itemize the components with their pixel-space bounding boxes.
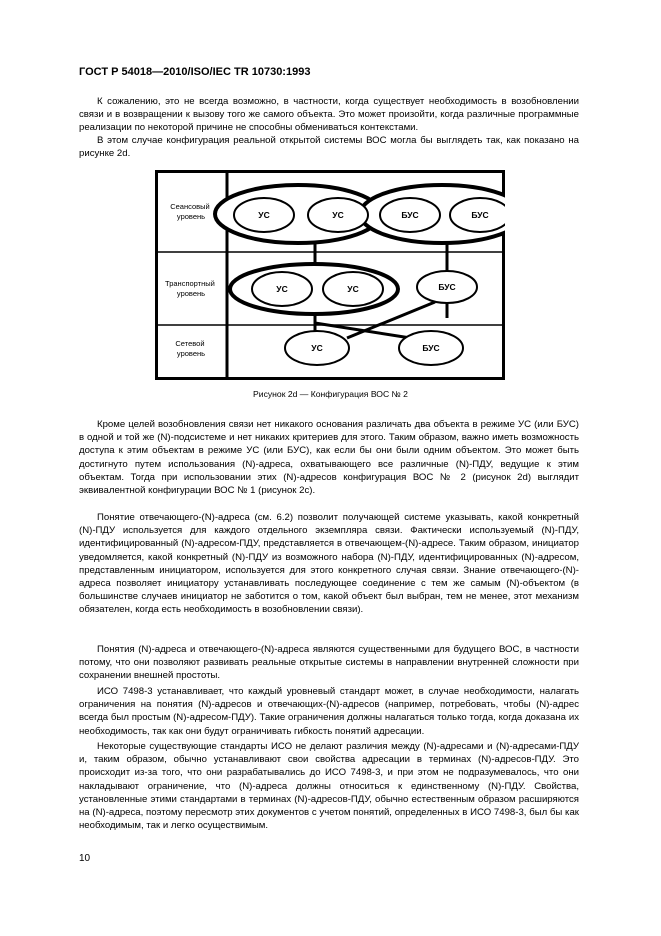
- level-label-transport-line-2: уровень: [176, 289, 206, 298]
- level-label-session: [170, 202, 212, 221]
- transport-node-us-2-label: УС: [347, 284, 359, 294]
- network-node-us-label: УС: [311, 343, 323, 353]
- page-header: ГОСТ Р 54018—2010/ISO/IEC TR 10730:1993: [79, 66, 311, 78]
- network-node-bus-label: БУС: [422, 343, 440, 353]
- session-node-bus-1-label: БУС: [401, 210, 419, 220]
- figure-2d-diagram: [155, 170, 505, 380]
- level-label-network-line-1: Сетевой: [175, 339, 205, 348]
- session-node-us-1-label: УС: [258, 210, 270, 220]
- level-label-transport-line-1: Транспортный: [165, 279, 215, 288]
- level-label-network-line-2: уровень: [176, 349, 206, 358]
- figure-caption: Рисунок 2d — Конфигурация ВОС № 2: [253, 389, 408, 399]
- paragraph-6: ИСО 7498-3 устанавливает, что каждый уровневый стандарт может, в случае необходимости, налагать ограничения на понятия (N)-адресов и отвечающих-(N)-адресов (например, потребовать, чтобы (N)-адрес всегда был простым (N)-адресом-ПДУ). Такие ограничения должны налагаться только тогда, когда доказана их необходимость, так как они будут ограничивать гибкость понятий адресации.: [79, 686, 579, 737]
- paragraph-3: Кроме целей возобновления связи нет никакого основания различать два объекта в режиме УС (или БУС) в одной и той же (N)-подсистеме и нет никаких критериев для этого. Таким образом, важно иметь возможность доступа к этим объектам в режиме УС (или БУС), как если бы они были одним объектом. Это может быть достигнуто путем использования (N)-адреса, охватывающего все различные (N)-ПДУ, ведущие к этим объектам. Тогда при использовании этих (N)-адресов конфигурация ВОС № 2 (рисунок 2d) выглядит эквивалентной конфигурации ВОС № 1 (рисунок 2с).: [79, 419, 579, 497]
- transport-node-bus-label: БУС: [438, 282, 456, 292]
- session-node-us-2-label: УС: [332, 210, 344, 220]
- session-node-bus-2-label: БУС: [471, 210, 489, 220]
- level-label-transport: [165, 279, 217, 298]
- level-label-network: [175, 339, 206, 358]
- level-label-session-line-2: уровень: [176, 212, 206, 221]
- paragraph-5: Понятия (N)-адреса и отвечающего-(N)-адреса являются существенными для будущего ВОС, в частности потому, что они позволяют развивать реальные открытые системы в направлении внутренней сложности при сохранении внешней простоты.: [79, 644, 579, 682]
- page-number: 10: [79, 853, 91, 864]
- transport-node-us-1-label: УС: [276, 284, 288, 294]
- level-label-session-line-1: Сеансовый: [170, 202, 210, 211]
- paragraph-7: Некоторые существующие стандарты ИСО не делают различия между (N)-адресами и (N)-адресами-ПДУ и, таким образом, обычно устанавливают свои свойства адресации в терминах (N)-адресов-ПДУ. Это происходит из-за того, что они разрабатывались до ИСО 7498-3, и при этом не подразумевалось, что они накладывают ограничение, что (N)-адреса должны относиться к единственному (N)-ПДУ. Свойства, установленные этими стандартами в терминах (N)-адресов-ПДУ, обычно естественным образом расширяются на (N)-адреса, поэтому пересмотр этих документов с учетом понятий, определенных в ИСО 7498-3, был бы как необходимым, так и легко осуществимым.: [79, 741, 579, 832]
- paragraph-1: К сожалению, это не всегда возможно, в частности, когда существует необходимость в возобновлении связи и в возвращении к вызову того же самого объекта. Это может произойти, когда различные программные реализации по некоторой причине не способны обмениваться контекстами.: [79, 96, 579, 134]
- paragraph-4: Понятие отвечающего-(N)-адреса (см. 6.2) позволит получающей системе указывать, какой конкретный (N)-ПДУ используется для каждого отдельного экземпляра связи. Фактически используемый (N)-ПДУ, идентифицированный (N)-адресом-ПДУ, представляется в отвечающем-(N)-адресе. Таким образом, инициатор уведомляется, какой конкретный (N)-ПДУ из возможного набора (N)-ПДУ, идентифицированных (N)-адресом, представленным инициатором, используется для этого конкретного случая связи. Знание отвечающего-(N)-адреса позволяет инициатору устанавливать последующее соединение с тем же самым (N)-объектом (в большинстве случаев инициатор не заботится о том, какой объект был выбран, тем не менее, этот механизм обязателен, когда есть необходимость в возобновлении связи).: [79, 512, 579, 616]
- paragraph-2: В этом случае конфигурация реальной открытой системы ВОС могла бы выглядеть так, как показано на рисунке 2d.: [79, 135, 579, 160]
